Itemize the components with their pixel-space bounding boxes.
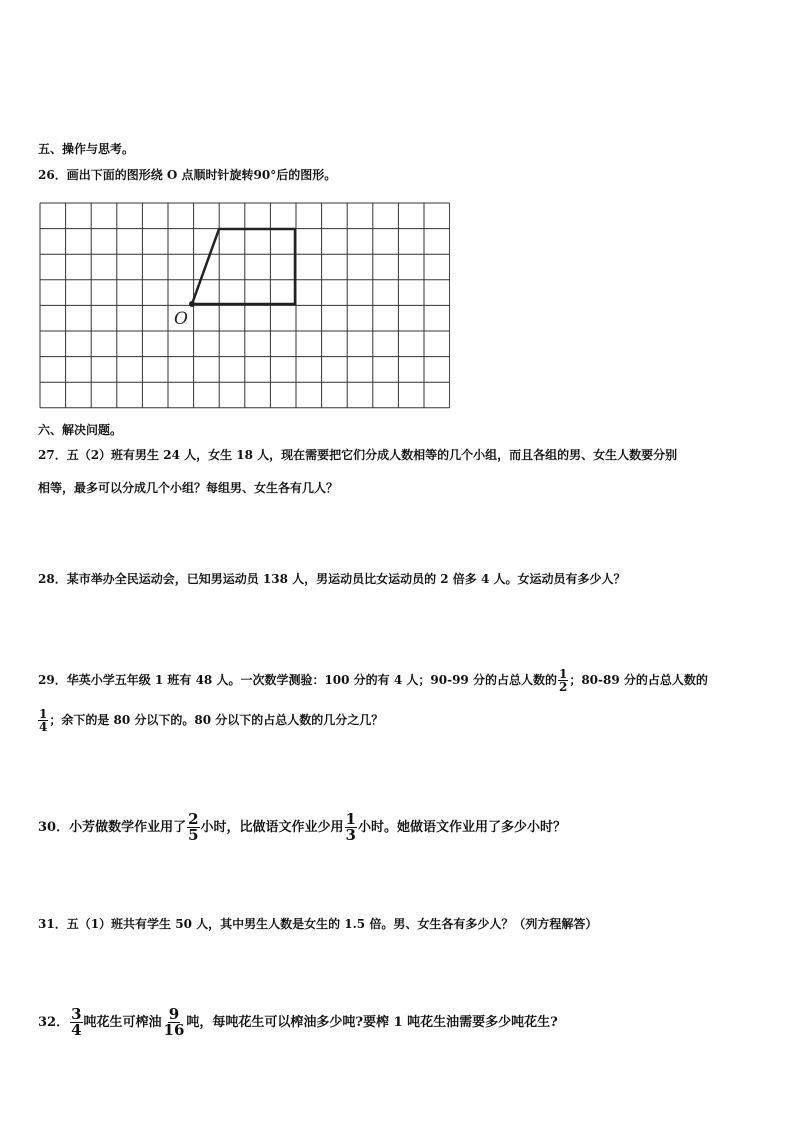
frac-denominator: 4 xyxy=(71,1021,82,1039)
question-31: 31．五（1）班共有学生 50 人，其中男生人数是女生的 1.5 倍。男、女生各有多少人？（列方程解答） xyxy=(38,917,598,931)
q32-fraction-three-quarters xyxy=(70,1007,82,1038)
q29-text-part2: ；80-89 分的占总人数的 xyxy=(569,673,708,687)
q29-text-part3: ；余下的是 80 分以下的。80 分以下的占总人数的几分之几？ xyxy=(49,713,384,727)
question-32 xyxy=(38,1007,558,1038)
q32-text-part1: 32． xyxy=(38,1015,70,1030)
question-27-line1: 27．五（2）班有男生 24 人，女生 18 人，现在需要把它们分成人数相等的几个小组，而且各组的男、女生人数要分别 xyxy=(38,448,678,462)
grid-lines xyxy=(40,203,450,408)
q30-text-part3: 小时。她做语文作业用了多少小时？ xyxy=(357,820,566,835)
frac-denominator: 5 xyxy=(188,826,199,844)
rotation-grid xyxy=(38,200,450,410)
section-five-heading: 五、操作与思考。 xyxy=(38,142,135,156)
q30-fraction-one-third xyxy=(345,812,357,843)
frac-numerator: 3 xyxy=(71,1005,82,1023)
frac-denominator: 3 xyxy=(345,826,356,844)
q32-fraction-nine-sixteenths xyxy=(163,1007,186,1038)
origin-point xyxy=(189,301,195,307)
frac-numerator: 1 xyxy=(345,810,356,828)
question-28: 28．某市举办全民运动会，已知男运动员 138 人，男运动员比女运动员的 2 倍多 4 人。女运动员有多少人？ xyxy=(38,572,626,586)
q32-text-part2: 吨花生可榨油 xyxy=(83,1015,162,1030)
shape-outline xyxy=(192,229,295,304)
q30-text-part2: 小时，比做语文作业少用 xyxy=(200,820,344,835)
frac-denominator: 16 xyxy=(163,1021,185,1039)
frac-numerator: 9 xyxy=(168,1005,180,1023)
q30-fraction-two-fifths xyxy=(187,812,199,843)
question-26: 26．画出下面的图形绕 O 点顺时针旋转90°后的图形。 xyxy=(38,168,337,182)
frac-numerator: 1 xyxy=(558,667,568,681)
q32-text-part3: 吨，每吨花生可以榨油多少吨?要榨 1 吨花生油需要多少吨花生? xyxy=(186,1015,558,1030)
q29-fraction-one-half xyxy=(558,668,568,693)
section-six-heading: 六、解决问题。 xyxy=(38,423,123,437)
q29-text-part1: 29．华英小学五年级 1 班有 48 人。一次数学测验：100 分的有 4 人；90-99 分的占总人数的 xyxy=(38,673,557,687)
question-30 xyxy=(38,812,566,843)
question-29-line2 xyxy=(38,708,383,733)
q29-fraction-one-quarter xyxy=(38,708,48,733)
origin-label: O xyxy=(174,309,188,329)
frac-denominator: 4 xyxy=(39,720,48,734)
question-29-line1 xyxy=(38,668,708,693)
frac-numerator: 2 xyxy=(188,810,199,828)
question-27-line2: 相等，最多可以分成几个小组？每组男、女生各有几人？ xyxy=(38,481,339,495)
q30-text-part1: 30．小芳做数学作业用了 xyxy=(38,820,187,835)
frac-denominator: 2 xyxy=(558,680,568,694)
frac-numerator: 1 xyxy=(39,707,48,721)
